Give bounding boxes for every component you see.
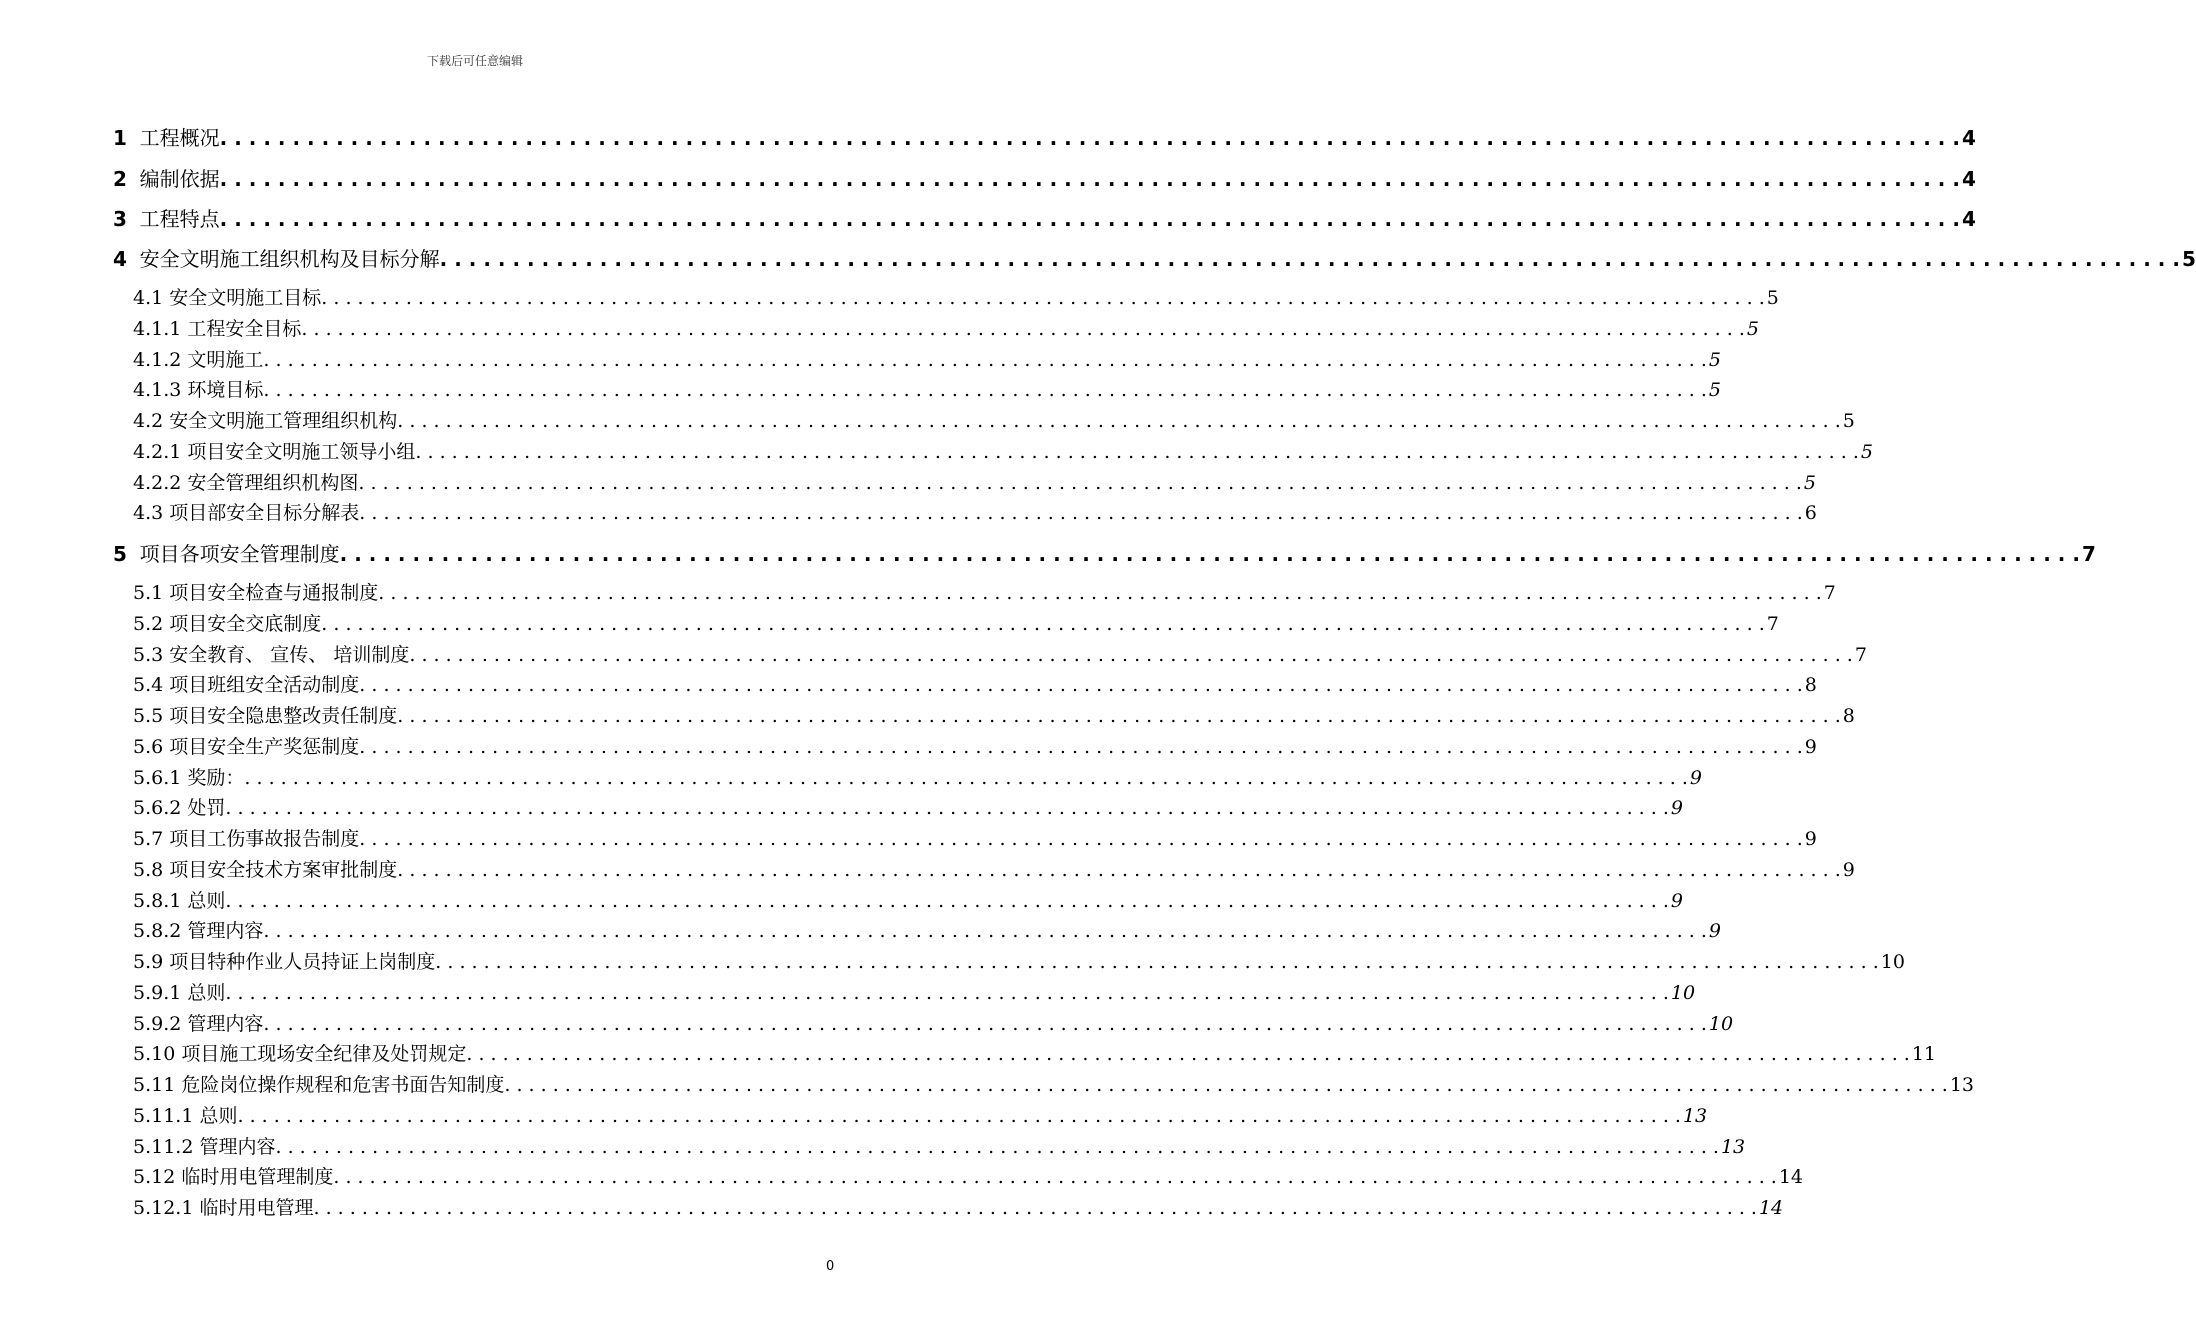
toc-entry[interactable] <box>133 375 1721 402</box>
toc-entry-title: 工程概况 <box>139 126 220 150</box>
toc-entry-label <box>133 1039 466 1066</box>
toc-entry-number: 5.8.1 <box>133 889 182 912</box>
toc-entry-number: 5 <box>113 542 127 566</box>
toc-entry[interactable] <box>133 283 1779 309</box>
toc-entry-page: 5 <box>2181 247 2196 271</box>
toc-entry-page: 4 <box>1961 207 1976 231</box>
toc-dot-leader: . . . . . . . . . . . . . . . . . . . . . . . . . . . . . . . . . . . . . . . . . . . . . . . . . . . . . . . . . . . . . . . . . . . . . . . . . . . . . . . . . . . . . . . . . . . . . . . . . . . . . . . . . . . . . . . . . . . . . . . . <box>466 1043 1910 1066</box>
toc-entry[interactable] <box>133 670 1817 697</box>
toc-entry[interactable] <box>133 824 1817 850</box>
toc-entry-title: 项目安全生产奖惩制度 <box>169 735 360 758</box>
toc-entry-title: 总则 <box>187 981 226 1004</box>
toc-entry-label <box>133 1193 314 1220</box>
toc-dot-leader: . . . . . . . . . . . . . . . . . . . . . . . . . . . . . . . . . . . . . . . . . . . . . . . . . . . . . . . . . . . . . . . . . . . . . . . . . . . . . . . . . . . . . . . . . . . . . . . . . . . . . . . . . . . . . . . . . . . . . . . . <box>409 643 1853 666</box>
toc-entry[interactable] <box>133 314 1759 340</box>
toc-entry-title: 临时用电管理 <box>199 1197 314 1219</box>
toc-entry[interactable] <box>133 1070 1975 1096</box>
toc-dot-leader: . . . . . . . . . . . . . . . . . . . . . . . . . . . . . . . . . . . . . . . . . . . . . . . . . . . . . . . . . . . . . . . . . . . . . . . . . . . . . . . . . . . . . . . . . . . . . . . . . . . . . . . . . . . . . . . . . . . . . . . . <box>313 1197 1757 1219</box>
toc-dot-leader: . . . . . . . . . . . . . . . . . . . . . . . . . . . . . . . . . . . . . . . . . . . . . . . . . . . . . . . . . . . . . . . . . . . . . . . . . . . . . . . . . . . . . . . . . . . . . . . . . . . . . . . . . . . . . . . . . . . . . . . . <box>219 207 1960 231</box>
toc-dot-leader: . . . . . . . . . . . . . . . . . . . . . . . . . . . . . . . . . . . . . . . . . . . . . . . . . . . . . . . . . . . . . . . . . . . . . . . . . . . . . . . . . . . . . . . . . . . . . . . . . . . . . . . . . . . . . . . . . . . . . . . . <box>244 766 1688 789</box>
toc-entry-number: 5.11 <box>133 1074 176 1096</box>
toc-entry[interactable] <box>133 1193 1784 1219</box>
toc-entry-number: 5.9.2 <box>133 1012 182 1035</box>
toc-entry-number: 5.11.1 <box>133 1104 194 1127</box>
toc-entry-label <box>133 375 263 402</box>
toc-entry-number: 4.1.3 <box>133 379 182 402</box>
toc-entry-label <box>133 1101 238 1128</box>
toc-entry[interactable] <box>133 763 1702 789</box>
toc-entry-label <box>133 855 397 882</box>
toc-entry-label <box>133 1009 263 1036</box>
toc-entry-page: 13 <box>1949 1074 1975 1096</box>
toc-entry-title: 项目班组安全活动制度 <box>169 674 360 697</box>
toc-entry[interactable] <box>133 855 1855 881</box>
toc-entry-number: 5.12 <box>133 1166 176 1189</box>
toc-entry-label <box>133 609 321 636</box>
toc-entry-spacer <box>127 207 140 231</box>
toc-entry[interactable] <box>113 538 2096 566</box>
toc-entry-number: 5.11.2 <box>133 1135 194 1158</box>
toc-entry-number: 4 <box>113 247 127 271</box>
toc-dot-leader: . . . . . . . . . . . . . . . . . . . . . . . . . . . . . . . . . . . . . . . . . . . . . . . . . . . . . . . . . . . . . . . . . . . . . . . . . . . . . . . . . . . . . . . . . . . . . . . . . . . . . . . . . . . . . . . . . . . . . . . . <box>359 828 1803 850</box>
toc-entry-number: 5.4 <box>133 674 164 697</box>
toc-entry-number: 4.3 <box>133 502 164 525</box>
toc-dot-leader: . . . . . . . . . . . . . . . . . . . . . . . . . . . . . . . . . . . . . . . . . . . . . . . . . . . . . . . . . . . . . . . . . . . . . . . . . . . . . . . . . . . . . . . . . . . . . . . . . . . . . . . . . . . . . . . . . . . . . . . . <box>415 440 1859 463</box>
toc-entry[interactable] <box>133 468 1816 494</box>
toc-entry-title: 文明施工 <box>187 348 264 371</box>
toc-dot-leader: . . . . . . . . . . . . . . . . . . . . . . . . . . . . . . . . . . . . . . . . . . . . . . . . . . . . . . . . . . . . . . . . . . . . . . . . . . . . . . . . . . . . . . . . . . . . . . . . . . . . . . . . . . . . . . . . . . . . . . . . <box>333 1166 1777 1189</box>
toc-entry-title: 编制依据 <box>139 167 220 191</box>
toc-dot-leader: . . . . . . . . . . . . . . . . . . . . . . . . . . . . . . . . . . . . . . . . . . . . . . . . . . . . . . . . . . . . . . . . . . . . . . . . . . . . . . . . . . . . . . . . . . . . . . . . . . . . . . . . . . . . . . . . . . . . . . . . <box>263 379 1707 402</box>
toc-entry-title: 项目安全交底制度 <box>169 612 322 635</box>
toc-entry-page: 7 <box>1823 582 1836 604</box>
toc-entry-title: 项目特种作业人员持证上岗制度 <box>169 951 436 973</box>
toc-entry-page: 5 <box>1803 471 1816 494</box>
toc-entry-page: 9 <box>1804 828 1817 850</box>
toc-entry-spacer <box>127 542 140 566</box>
toc-entry-number: 5.9.1 <box>133 981 182 1004</box>
toc-entry-page: 9 <box>1670 889 1683 912</box>
toc-entry[interactable] <box>133 886 1683 912</box>
toc-entry-label <box>133 468 358 495</box>
toc-entry[interactable] <box>133 732 1817 758</box>
toc-entry-label <box>133 824 359 851</box>
toc-entry-label <box>133 640 409 667</box>
toc-dot-leader: . . . . . . . . . . . . . . . . . . . . . . . . . . . . . . . . . . . . . . . . . . . . . . . . . . . . . . . . . . . . . . . . . . . . . . . . . . . . . . . . . . . . . . . . . . . . . . . . . . . . . . . . . . . . . . . . . . . . . . . . <box>397 705 1841 727</box>
toc-entry-title: 项目工伤事故报告制度 <box>169 828 360 850</box>
toc-entry-title: 工程特点 <box>139 207 220 231</box>
toc-entry-page: 9 <box>1689 766 1702 789</box>
toc-entry-label <box>113 163 220 192</box>
toc-dot-leader: . . . . . . . . . . . . . . . . . . . . . . . . . . . . . . . . . . . . . . . . . . . . . . . . . . . . . . . . . . . . . . . . . . . . . . . . . . . . . . . . . . . . . . . . . . . . . . . . . . . . . . . . . . . . . . . . . . . . . . . . <box>237 1104 1681 1127</box>
toc-entry-title: 临时用电管理制度 <box>181 1166 334 1189</box>
toc-entry[interactable] <box>133 345 1721 371</box>
toc-entry-title: 项目安全技术方案审批制度 <box>169 858 398 881</box>
toc-entry-page: 5 <box>1860 440 1873 463</box>
toc-dot-leader: . . . . . . . . . . . . . . . . . . . . . . . . . . . . . . . . . . . . . . . . . . . . . . . . . . . . . . . . . . . . . . . . . . . . . . . . . . . . . . . . . . . . . . . . . . . . . . . . . . . . . . . . . . . . . . . . . . . . . . . . <box>275 1135 1719 1158</box>
toc-entry-title: 奖励： <box>187 766 245 789</box>
toc-entry-page: 5 <box>1746 317 1759 340</box>
toc-entry-page: 8 <box>1842 705 1855 727</box>
toc-dot-leader: . . . . . . . . . . . . . . . . . . . . . . . . . . . . . . . . . . . . . . . . . . . . . . . . . . . . . . . . . . . . . . . . . . . . . . . . . . . . . . . . . . . . . . . . . . . . . . . . . . . . . . . . . . . . . . . . . . . . . . . . <box>339 542 2080 566</box>
toc-entry-number: 4.1.2 <box>133 348 182 371</box>
toc-entry-label <box>133 1162 333 1189</box>
toc-entry-page: 9 <box>1804 735 1817 758</box>
page-header: 下载后可任意编辑 <box>426 54 523 68</box>
toc-entry-title: 项目安全文明施工领导小组 <box>187 440 416 463</box>
toc-entry-number: 2 <box>113 167 127 191</box>
toc-entry-page: 14 <box>1758 1197 1784 1219</box>
toc-entry-page: 9 <box>1670 797 1683 820</box>
toc-entry[interactable] <box>133 578 1836 604</box>
toc-entry-label <box>133 732 359 759</box>
toc-entry-title: 项目安全检查与通报制度 <box>169 582 379 604</box>
toc-entry-number: 5.8 <box>133 858 164 881</box>
toc-entry-page: 14 <box>1778 1166 1804 1189</box>
toc-entry-page: 10 <box>1670 981 1696 1004</box>
toc-dot-leader: . . . . . . . . . . . . . . . . . . . . . . . . . . . . . . . . . . . . . . . . . . . . . . . . . . . . . . . . . . . . . . . . . . . . . . . . . . . . . . . . . . . . . . . . . . . . . . . . . . . . . . . . . . . . . . . . . . . . . . . . <box>263 348 1707 371</box>
toc-dot-leader: . . . . . . . . . . . . . . . . . . . . . . . . . . . . . . . . . . . . . . . . . . . . . . . . . . . . . . . . . . . . . . . . . . . . . . . . . . . . . . . . . . . . . . . . . . . . . . . . . . . . . . . . . . . . . . . . . . . . . . . . <box>219 126 1960 150</box>
toc-entry-label <box>133 406 397 433</box>
toc-entry-number: 1 <box>113 126 127 150</box>
toc-entry-title: 总则 <box>199 1104 238 1127</box>
toc-entry-page: 4 <box>1961 126 1976 150</box>
toc-entry[interactable] <box>133 1101 1708 1127</box>
toc-dot-leader: . . . . . . . . . . . . . . . . . . . . . . . . . . . . . . . . . . . . . . . . . . . . . . . . . . . . . . . . . . . . . . . . . . . . . . . . . . . . . . . . . . . . . . . . . . . . . . . . . . . . . . . . . . . . . . . . . . . . . . . . <box>225 889 1669 912</box>
toc-dot-leader: . . . . . . . . . . . . . . . . . . . . . . . . . . . . . . . . . . . . . . . . . . . . . . . . . . . . . . . . . . . . . . . . . . . . . . . . . . . . . . . . . . . . . . . . . . . . . . . . . . . . . . . . . . . . . . . . . . . . . . . . <box>358 471 1802 494</box>
toc-entry-page: 13 <box>1682 1104 1708 1127</box>
toc-entry[interactable] <box>133 701 1855 727</box>
toc-entry[interactable] <box>133 916 1721 943</box>
toc-entry-page: 9 <box>1842 858 1855 881</box>
toc-entry-spacer <box>127 167 140 191</box>
toc-dot-leader: . . . . . . . . . . . . . . . . . . . . . . . . . . . . . . . . . . . . . . . . . . . . . . . . . . . . . . . . . . . . . . . . . . . . . . . . . . . . . . . . . . . . . . . . . . . . . . . . . . . . . . . . . . . . . . . . . . . . . . . . <box>378 582 1822 604</box>
toc-entry-number: 5.12.1 <box>133 1197 194 1219</box>
toc-entry-label <box>113 538 340 567</box>
toc-dot-leader: . . . . . . . . . . . . . . . . . . . . . . . . . . . . . . . . . . . . . . . . . . . . . . . . . . . . . . . . . . . . . . . . . . . . . . . . . . . . . . . . . . . . . . . . . . . . . . . . . . . . . . . . . . . . . . . . . . . . . . . . <box>435 951 1879 973</box>
toc-entry-title: 总则 <box>187 889 226 912</box>
toc-dot-leader: . . . . . . . . . . . . . . . . . . . . . . . . . . . . . . . . . . . . . . . . . . . . . . . . . . . . . . . . . . . . . . . . . . . . . . . . . . . . . . . . . . . . . . . . . . . . . . . . . . . . . . . . . . . . . . . . . . . . . . . . <box>263 1012 1707 1035</box>
toc-entry-title: 项目各项安全管理制度 <box>139 542 340 566</box>
toc-entry-title: 安全管理组织机构图 <box>187 471 359 494</box>
toc-entry-title: 处罚 <box>187 797 226 820</box>
toc-entry-label <box>133 701 397 728</box>
toc-entry-label <box>133 437 415 464</box>
toc-entry[interactable] <box>133 978 1696 1004</box>
toc-entry-label <box>133 793 225 820</box>
toc-entry-title: 管理内容 <box>187 1012 264 1035</box>
toc-entry[interactable] <box>113 203 1976 231</box>
toc-dot-leader: . . . . . . . . . . . . . . . . . . . . . . . . . . . . . . . . . . . . . . . . . . . . . . . . . . . . . . . . . . . . . . . . . . . . . . . . . . . . . . . . . . . . . . . . . . . . . . . . . . . . . . . . . . . . . . . . . . . . . . . . <box>359 674 1803 697</box>
toc-dot-leader: . . . . . . . . . . . . . . . . . . . . . . . . . . . . . . . . . . . . . . . . . . . . . . . . . . . . . . . . . . . . . . . . . . . . . . . . . . . . . . . . . . . . . . . . . . . . . . . . . . . . . . . . . . . . . . . . . . . . . . . . <box>321 612 1765 635</box>
toc-entry-page: 8 <box>1804 674 1817 697</box>
toc-entry-number: 4.2.2 <box>133 471 182 494</box>
toc-dot-leader: . . . . . . . . . . . . . . . . . . . . . . . . . . . . . . . . . . . . . . . . . . . . . . . . . . . . . . . . . . . . . . . . . . . . . . . . . . . . . . . . . . . . . . . . . . . . . . . . . . . . . . . . . . . . . . . . . . . . . . . . <box>301 317 1745 340</box>
toc-entry-title: 项目施工现场安全纪律及处罚规定 <box>181 1043 467 1066</box>
toc-entry[interactable] <box>133 498 1817 525</box>
toc-entry-number: 5.3 <box>133 643 164 666</box>
toc-entry[interactable] <box>133 1132 1746 1158</box>
toc-entry-label <box>133 283 321 310</box>
toc-entry-label <box>113 122 220 151</box>
toc-entry-page: 9 <box>1708 920 1721 943</box>
toc-entry-number: 5.1 <box>133 582 164 604</box>
toc-entry-page: 5 <box>1708 379 1721 402</box>
toc-entry[interactable] <box>133 640 1867 666</box>
toc-entry-page: 10 <box>1708 1012 1734 1035</box>
toc-entry[interactable] <box>133 609 1779 635</box>
toc-entry[interactable] <box>113 243 2196 271</box>
toc-entry-number: 5.6 <box>133 735 164 758</box>
toc-entry-label <box>133 345 263 372</box>
toc-entry-number: 5.6.1 <box>133 766 182 789</box>
toc-entry-label <box>133 670 359 697</box>
toc-entry-page: 7 <box>2081 542 2096 566</box>
toc-entry-page: 5 <box>1766 287 1779 309</box>
toc-entry-label <box>133 1132 276 1159</box>
toc-entry-number: 5.7 <box>133 828 164 850</box>
toc-entry-title: 项目部安全目标分解表 <box>169 502 360 525</box>
toc-entry-title: 危险岗位操作规程和危害书面告知制度 <box>181 1074 505 1096</box>
toc-entry-page: 7 <box>1854 643 1867 666</box>
toc-entry-number: 5.10 <box>133 1043 176 1066</box>
toc-entry-label <box>133 978 225 1005</box>
toc-entry-label <box>133 916 263 943</box>
toc-entry-number: 5.2 <box>133 612 164 635</box>
toc-entry-page: 6 <box>1804 502 1817 525</box>
toc-entry[interactable] <box>133 1162 1804 1189</box>
toc-entry-number: 4.2 <box>133 410 164 432</box>
toc-entry-page: 11 <box>1911 1043 1937 1066</box>
toc-entry-number: 3 <box>113 207 127 231</box>
toc-entry-page: 5 <box>1842 410 1855 432</box>
toc-entry[interactable] <box>133 406 1855 432</box>
toc-entry-page: 10 <box>1880 951 1905 973</box>
toc-entry-title: 安全教育、 宣传、 培训制度 <box>169 643 410 666</box>
toc-entry-label <box>113 243 440 272</box>
toc-entry[interactable] <box>133 947 1905 973</box>
toc-entry-spacer <box>127 247 140 271</box>
toc-dot-leader: . . . . . . . . . . . . . . . . . . . . . . . . . . . . . . . . . . . . . . . . . . . . . . . . . . . . . . . . . . . . . . . . . . . . . . . . . . . . . . . . . . . . . . . . . . . . . . . . . . . . . . . . . . . . . . . . . . . . . . . . <box>397 858 1841 881</box>
toc-entry-number: 5.9 <box>133 951 164 973</box>
toc-entry-page: 7 <box>1766 612 1779 635</box>
toc-entry-number: 5.8.2 <box>133 920 182 943</box>
toc-entry-label <box>133 314 301 341</box>
toc-entry[interactable] <box>133 1009 1734 1035</box>
toc-entry-number: 4.1 <box>133 287 164 309</box>
toc-entry-title: 管理内容 <box>187 920 264 943</box>
toc-dot-leader: . . . . . . . . . . . . . . . . . . . . . . . . . . . . . . . . . . . . . . . . . . . . . . . . . . . . . . . . . . . . . . . . . . . . . . . . . . . . . . . . . . . . . . . . . . . . . . . . . . . . . . . . . . . . . . . . . . . . . . . . <box>219 167 1960 191</box>
toc-entry-title: 工程安全目标 <box>187 317 302 340</box>
toc-dot-leader: . . . . . . . . . . . . . . . . . . . . . . . . . . . . . . . . . . . . . . . . . . . . . . . . . . . . . . . . . . . . . . . . . . . . . . . . . . . . . . . . . . . . . . . . . . . . . . . . . . . . . . . . . . . . . . . . . . . . . . . . <box>225 797 1669 820</box>
toc-dot-leader: . . . . . . . . . . . . . . . . . . . . . . . . . . . . . . . . . . . . . . . . . . . . . . . . . . . . . . . . . . . . . . . . . . . . . . . . . . . . . . . . . . . . . . . . . . . . . . . . . . . . . . . . . . . . . . . . . . . . . . . . <box>504 1074 1948 1096</box>
toc-entry-label <box>133 763 244 790</box>
toc-entry-title: 环境目标 <box>187 379 264 402</box>
toc-entry-label <box>133 1070 504 1097</box>
toc-entry-page: 13 <box>1720 1135 1746 1158</box>
toc-entry-number: 4.2.1 <box>133 440 182 463</box>
toc-entry[interactable] <box>133 437 1873 463</box>
toc-entry-label <box>113 203 220 232</box>
toc-entry-title: 安全文明施工管理组织机构 <box>169 410 398 432</box>
toc-dot-leader: . . . . . . . . . . . . . . . . . . . . . . . . . . . . . . . . . . . . . . . . . . . . . . . . . . . . . . . . . . . . . . . . . . . . . . . . . . . . . . . . . . . . . . . . . . . . . . . . . . . . . . . . . . . . . . . . . . . . . . . . <box>359 502 1803 525</box>
toc-entry[interactable] <box>133 793 1683 820</box>
toc-entry-label <box>133 947 435 974</box>
toc-entry-title: 安全文明施工目标 <box>169 287 322 309</box>
toc-entry-label <box>133 886 225 913</box>
toc-entry-number: 4.1.1 <box>133 317 182 340</box>
toc-entry-label <box>133 498 359 525</box>
toc-entry-number: 5.6.2 <box>133 797 182 820</box>
toc-entry-title: 安全文明施工组织机构及目标分解 <box>139 247 440 271</box>
toc-dot-leader: . . . . . . . . . . . . . . . . . . . . . . . . . . . . . . . . . . . . . . . . . . . . . . . . . . . . . . . . . . . . . . . . . . . . . . . . . . . . . . . . . . . . . . . . . . . . . . . . . . . . . . . . . . . . . . . . . . . . . . . . <box>263 920 1707 943</box>
toc-entry-label <box>133 578 378 605</box>
toc-dot-leader: . . . . . . . . . . . . . . . . . . . . . . . . . . . . . . . . . . . . . . . . . . . . . . . . . . . . . . . . . . . . . . . . . . . . . . . . . . . . . . . . . . . . . . . . . . . . . . . . . . . . . . . . . . . . . . . . . . . . . . . . <box>397 410 1841 432</box>
toc-entry-page: 4 <box>1961 167 1976 191</box>
toc-entry-page: 5 <box>1708 348 1721 371</box>
toc-dot-leader: . . . . . . . . . . . . . . . . . . . . . . . . . . . . . . . . . . . . . . . . . . . . . . . . . . . . . . . . . . . . . . . . . . . . . . . . . . . . . . . . . . . . . . . . . . . . . . . . . . . . . . . . . . . . . . . . . . . . . . . . <box>439 247 2180 271</box>
toc-dot-leader: . . . . . . . . . . . . . . . . . . . . . . . . . . . . . . . . . . . . . . . . . . . . . . . . . . . . . . . . . . . . . . . . . . . . . . . . . . . . . . . . . . . . . . . . . . . . . . . . . . . . . . . . . . . . . . . . . . . . . . . . <box>321 287 1765 309</box>
toc-entry-title: 项目安全隐患整改责任制度 <box>169 705 398 727</box>
footer-page-number: 0 <box>826 1259 835 1274</box>
toc-entry[interactable] <box>133 1039 1937 1066</box>
toc-entry-spacer <box>127 126 140 150</box>
toc-dot-leader: . . . . . . . . . . . . . . . . . . . . . . . . . . . . . . . . . . . . . . . . . . . . . . . . . . . . . . . . . . . . . . . . . . . . . . . . . . . . . . . . . . . . . . . . . . . . . . . . . . . . . . . . . . . . . . . . . . . . . . . . <box>359 735 1803 758</box>
toc-entry-title: 管理内容 <box>199 1135 276 1158</box>
toc-entry-number: 5.5 <box>133 705 164 727</box>
toc-entry[interactable] <box>113 122 1976 150</box>
toc-dot-leader: . . . . . . . . . . . . . . . . . . . . . . . . . . . . . . . . . . . . . . . . . . . . . . . . . . . . . . . . . . . . . . . . . . . . . . . . . . . . . . . . . . . . . . . . . . . . . . . . . . . . . . . . . . . . . . . . . . . . . . . . <box>225 981 1669 1004</box>
toc-entry[interactable] <box>113 163 1976 191</box>
